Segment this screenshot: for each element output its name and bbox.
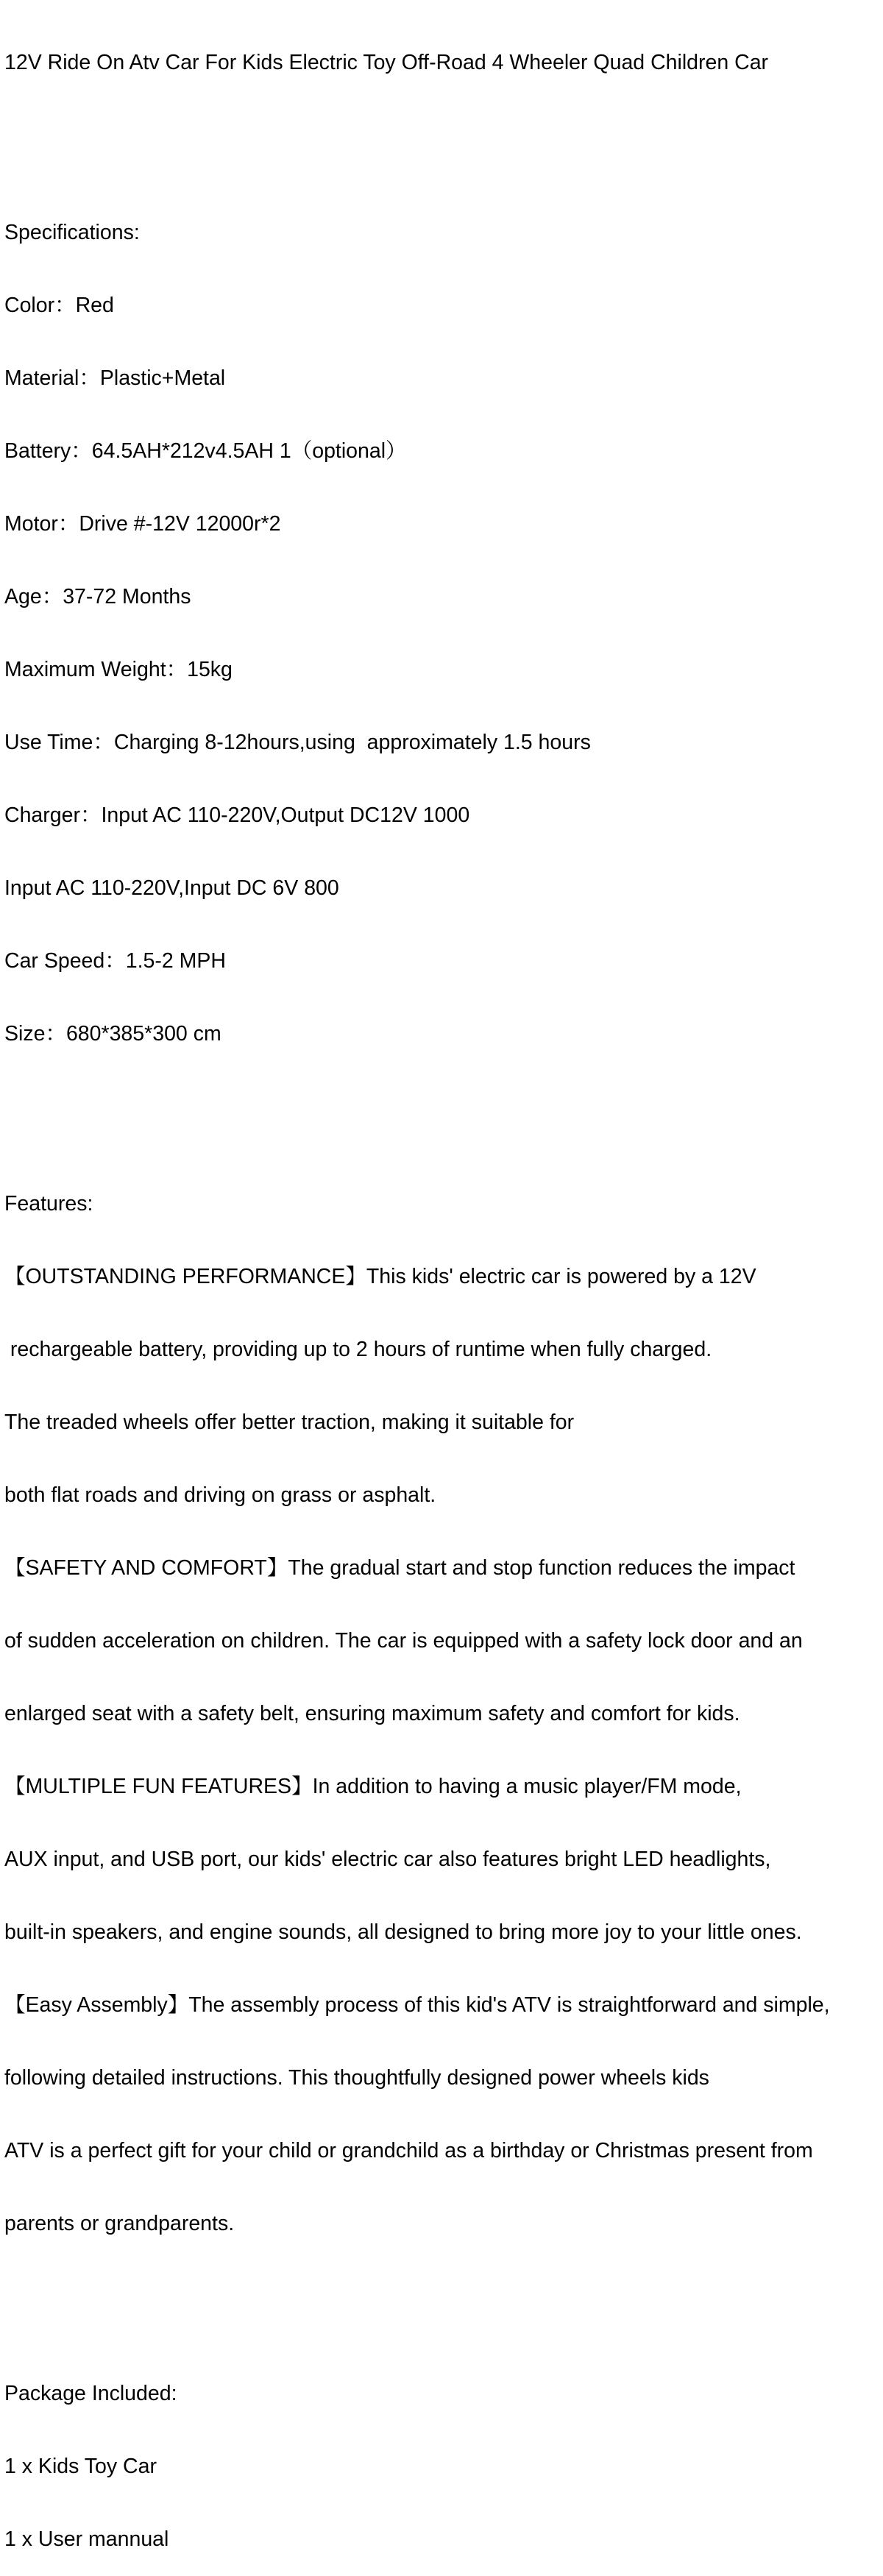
spec-age: Age：37-72 Months <box>4 585 191 608</box>
spec-charger: Charger：Input AC 110-220V,Output DC12V 1000 <box>4 803 470 827</box>
feature-line: ATV is a perfect gift for your child or grandchild as a birthday or Christmas present from <box>4 2139 813 2162</box>
feature-line: of sudden acceleration on children. The car is equipped with a safety lock door and an <box>4 1629 803 1653</box>
package-item: 1 x User mannual <box>4 2527 169 2551</box>
specifications-heading: Specifications: <box>4 221 140 244</box>
feature-line: AUX input, and USB port, our kids' electric car also features bright LED headlights, <box>4 1848 771 1871</box>
feature-line: 【MULTIPLE FUN FEATURES】In addition to having a music player/FM mode, <box>4 1775 742 1798</box>
product-description <box>4 2 880 2576</box>
package-heading: Package Included: <box>4 2382 177 2405</box>
spec-use-time: Use Time：Charging 8-12hours,using approximately 1.5 hours <box>4 731 591 754</box>
spacer <box>4 2285 880 2309</box>
spacer <box>4 124 880 148</box>
spec-motor: Motor：Drive #-12V 12000r*2 <box>4 512 281 536</box>
feature-line: parents or grandparents. <box>4 2212 235 2235</box>
product-title: 12V Ride On Atv Car For Kids Electric Toy Off-Road 4 Wheeler Quad Children Car <box>4 51 769 74</box>
spec-charger-input: Input AC 110-220V,Input DC 6V 800 <box>4 876 339 900</box>
spec-max-weight: Maximum Weight：15kg <box>4 658 233 681</box>
spec-color: Color：Red <box>4 294 114 317</box>
feature-line: rechargeable battery, providing up to 2 hours of runtime when fully charged. <box>4 1338 712 1361</box>
feature-line: 【Easy Assembly】The assembly process of this kid's ATV is straightforward and simple, <box>4 1993 830 2017</box>
feature-line: enlarged seat with a safety belt, ensuring maximum safety and comfort for kids. <box>4 1702 740 1725</box>
feature-line: 【OUTSTANDING PERFORMANCE】This kids' electric car is powered by a 12V <box>4 1265 756 1288</box>
feature-line: 【SAFETY AND COMFORT】The gradual start and stop function reduces the impact <box>4 1556 795 1580</box>
spec-car-speed: Car Speed：1.5-2 MPH <box>4 949 226 973</box>
feature-line: both flat roads and driving on grass or asphalt. <box>4 1483 436 1507</box>
package-item: 1 x Kids Toy Car <box>4 2455 157 2478</box>
spacer <box>4 1095 880 1119</box>
spec-material: Material：Plastic+Metal <box>4 366 226 390</box>
feature-line: following detailed instructions. This thoughtfully designed power wheels kids <box>4 2066 709 2090</box>
feature-line: The treaded wheels offer better traction, making it suitable for <box>4 1411 575 1434</box>
spec-battery: Battery：64.5AH*212v4.5AH 1（optional） <box>4 439 407 463</box>
features-heading: Features: <box>4 1192 93 1216</box>
feature-line: built-in speakers, and engine sounds, all designed to bring more joy to your little ones. <box>4 1920 802 1944</box>
spec-size: Size：680*385*300 cm <box>4 1022 221 1046</box>
